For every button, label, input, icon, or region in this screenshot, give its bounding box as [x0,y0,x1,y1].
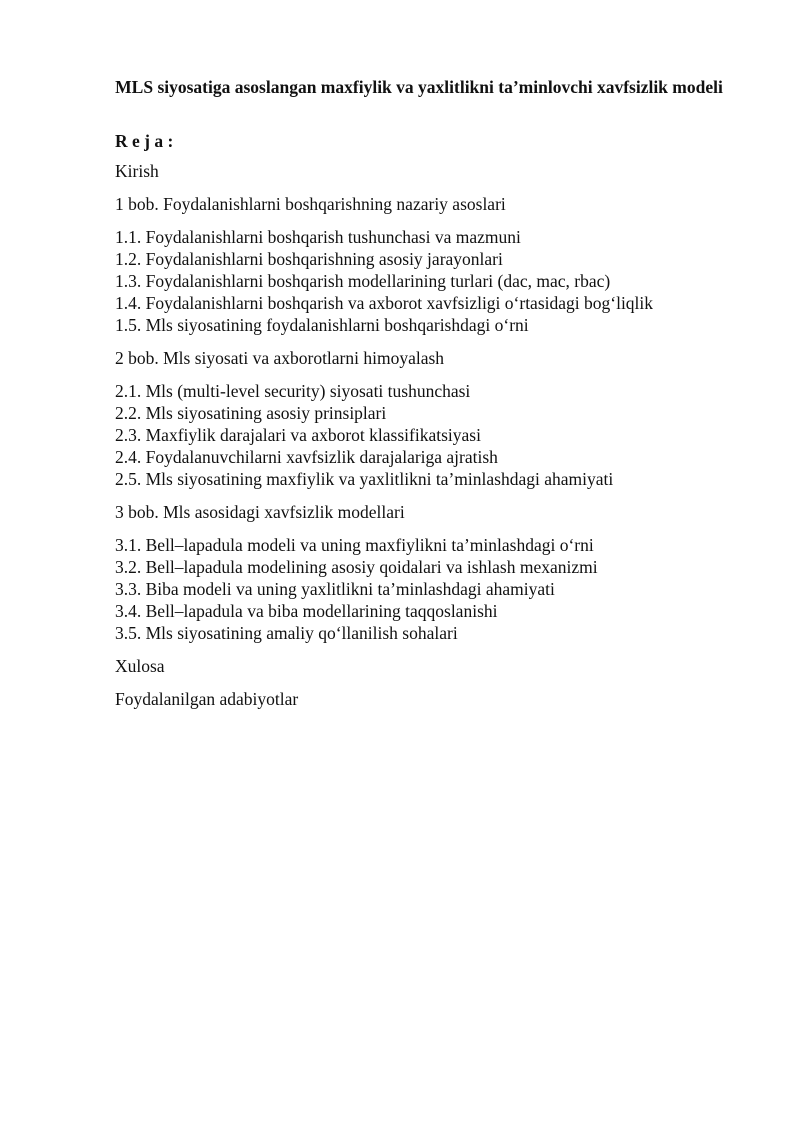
plan-label: R e j a : [115,131,174,151]
section-2-1: 2.1. Mls (multi-level security) siyosati tushunchasi [115,381,471,401]
section-3-4: 3.4. Bell–lapadula va biba modellarining taqqoslanishi [115,601,498,621]
section-2-3: 2.3. Maxfiylik darajalari va axborot klassifikatsiyasi [115,425,481,445]
section-3-5: 3.5. Mls siyosatining amaliy qoʻllanilish sohalari [115,623,458,643]
section-2-2: 2.2. Mls siyosatining asosiy prinsiplari [115,403,387,423]
chapter-2-heading: 2 bob. Mls siyosati va axborotlarni himoyalash [115,348,445,368]
section-1-2: 1.2. Foydalanishlarni boshqarishning asosiy jarayonlari [115,249,503,269]
chapter-2-items [115,380,755,490]
section-1-5: 1.5. Mls siyosatining foydalanishlarni boshqarishdagi oʻrni [115,315,529,335]
section-1-1: 1.1. Foydalanishlarni boshqarish tushunchasi va mazmuni [115,227,521,247]
section-3-1: 3.1. Bell–lapadula modeli va uning maxfiylikni taʼminlashdagi oʻrni [115,535,594,555]
chapter-3-items [115,534,755,644]
section-3-3: 3.3. Biba modeli va uning yaxlitlikni taʼminlashdagi ahamiyati [115,579,555,599]
document-title: MLS siyosatiga asoslangan maxfiylik va yaxlitlikni taʼminlovchi xavfsizlik modeli [115,77,723,97]
section-3-2: 3.2. Bell–lapadula modelining asosiy qoidalari va ishlash mexanizmi [115,557,598,577]
chapter-1-heading: 1 bob. Foydalanishlarni boshqarishning nazariy asoslari [115,194,506,214]
section-2-5: 2.5. Mls siyosatining maxfiylik va yaxlitlikni taʼminlashdagi ahamiyati [115,469,614,489]
chapter-1-items [115,226,755,336]
table-of-contents [115,130,755,721]
references-entry: Foydalanilgan adabiyotlar [115,689,299,709]
chapter-3-heading: 3 bob. Mls asosidagi xavfsizlik modellari [115,502,405,522]
intro-entry: Kirish [115,161,159,181]
section-2-4: 2.4. Foydalanuvchilarni xavfsizlik darajalariga ajratish [115,447,498,467]
section-1-4: 1.4. Foydalanishlarni boshqarish va axborot xavfsizligi oʻrtasidagi bogʻliqlik [115,293,654,313]
conclusion-entry: Xulosa [115,656,165,676]
section-1-3: 1.3. Foydalanishlarni boshqarish modellarining turlari (dac, mac, rbac) [115,271,611,291]
